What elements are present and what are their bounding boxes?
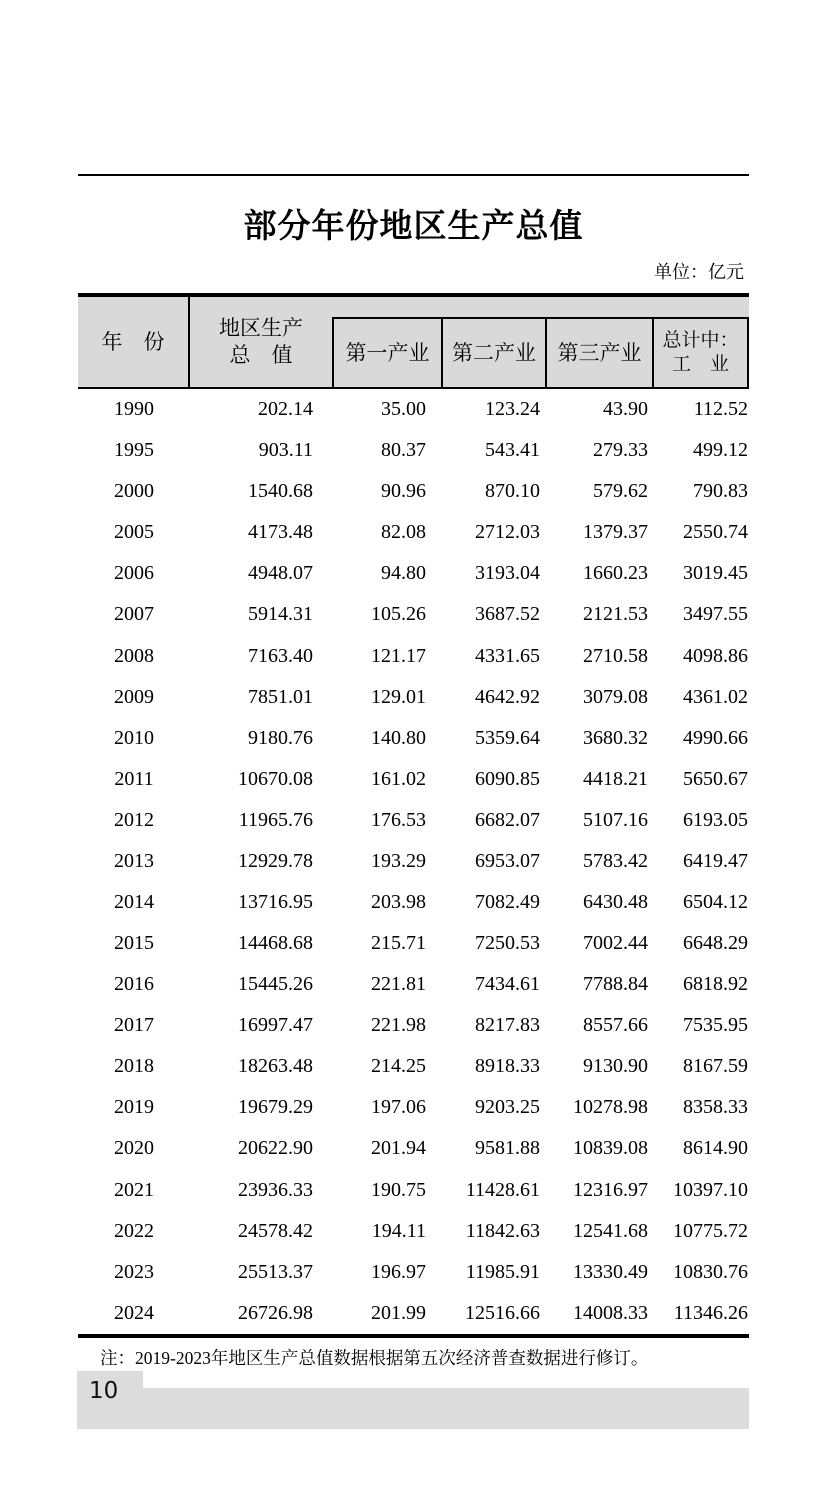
value-cell: 279.33 (593, 439, 648, 462)
value-cell: 12541.68 (573, 1219, 648, 1242)
value-cell: 5783.42 (583, 849, 648, 872)
table-row (78, 1169, 749, 1210)
value-cell: 161.02 (371, 767, 426, 790)
value-cell: 123.24 (485, 398, 540, 421)
table-row (78, 553, 749, 594)
value-cell: 1379.37 (583, 521, 648, 544)
value-cell: 196.97 (371, 1260, 426, 1283)
page-title: 部分年份地区生产总值 (243, 209, 584, 245)
value-cell: 82.08 (381, 521, 426, 544)
value-cell: 6818.92 (683, 973, 748, 996)
value-cell: 203.98 (371, 890, 426, 913)
value-cell: 4331.65 (475, 644, 540, 667)
unit-label: 单位：亿元 (654, 262, 744, 282)
header-industry-of-total (652, 317, 749, 387)
year-cell: 2017 (114, 1014, 154, 1037)
table-row (78, 1293, 749, 1334)
value-cell: 20622.90 (238, 1137, 313, 1160)
header-industry-line2: 工 业 (671, 354, 729, 375)
value-cell: 19679.29 (238, 1096, 313, 1119)
value-cell: 3193.04 (475, 562, 540, 585)
header-gdp-line1: 地区生产 (219, 316, 303, 340)
value-cell: 11985.91 (465, 1260, 540, 1283)
value-cell: 201.94 (371, 1137, 426, 1160)
table-header-row (78, 293, 749, 389)
table-row (78, 718, 749, 759)
year-cell: 2009 (114, 685, 154, 708)
value-cell: 10397.10 (673, 1178, 748, 1201)
value-cell: 43.90 (603, 398, 648, 421)
table-footnote: 注：2019-2023年地区生产总值数据根据第五次经济普查数据进行修订。 (100, 1348, 649, 1368)
value-cell: 35.00 (381, 398, 426, 421)
value-cell: 8918.33 (475, 1055, 540, 1078)
value-cell: 4642.92 (475, 685, 540, 708)
value-cell: 23936.33 (238, 1178, 313, 1201)
year-cell: 2023 (114, 1260, 154, 1283)
value-cell: 80.37 (381, 439, 426, 462)
year-cell: 1990 (114, 398, 154, 421)
value-cell: 4990.66 (683, 726, 748, 749)
value-cell: 3019.45 (683, 562, 748, 585)
value-cell: 11965.76 (238, 808, 313, 831)
value-cell: 1540.68 (248, 480, 313, 503)
value-cell: 9581.88 (475, 1137, 540, 1160)
value-cell: 7250.53 (475, 932, 540, 955)
value-cell: 6090.85 (475, 767, 540, 790)
table-row (78, 1087, 749, 1128)
value-cell: 7002.44 (583, 932, 648, 955)
value-cell: 13716.95 (238, 890, 313, 913)
value-cell: 8217.83 (475, 1014, 540, 1037)
value-cell: 10830.76 (673, 1260, 748, 1283)
year-cell: 1995 (114, 439, 154, 462)
value-cell: 499.12 (693, 439, 748, 462)
year-cell: 2000 (114, 480, 154, 503)
year-cell: 2022 (114, 1219, 154, 1242)
table-row (78, 1211, 749, 1252)
year-cell: 2013 (114, 849, 154, 872)
year-cell: 2014 (114, 890, 154, 913)
header-tertiary-industry: 第三产业 (545, 317, 652, 387)
value-cell: 4098.86 (683, 644, 748, 667)
footer-gray-band (77, 1388, 749, 1429)
value-cell: 25513.37 (238, 1260, 313, 1283)
value-cell: 193.29 (371, 849, 426, 872)
value-cell: 2710.58 (583, 644, 648, 667)
value-cell: 24578.42 (238, 1219, 313, 1242)
header-gdp-line2: 总 值 (229, 343, 293, 367)
table-row (78, 882, 749, 923)
year-cell: 2021 (114, 1178, 154, 1201)
table-row (78, 430, 749, 471)
year-cell: 2016 (114, 973, 154, 996)
value-cell: 8167.59 (683, 1055, 748, 1078)
table-row (78, 923, 749, 964)
value-cell: 214.25 (371, 1055, 426, 1078)
table-row (78, 1005, 749, 1046)
value-cell: 11842.63 (465, 1219, 540, 1242)
value-cell: 7851.01 (248, 685, 313, 708)
value-cell: 579.62 (593, 480, 648, 503)
value-cell: 6682.07 (475, 808, 540, 831)
value-cell: 201.99 (371, 1301, 426, 1324)
value-cell: 3680.32 (583, 726, 648, 749)
value-cell: 221.81 (371, 973, 426, 996)
value-cell: 9203.25 (475, 1096, 540, 1119)
value-cell: 10278.98 (573, 1096, 648, 1119)
value-cell: 2550.74 (683, 521, 748, 544)
value-cell: 5914.31 (248, 603, 313, 626)
year-cell: 2006 (114, 562, 154, 585)
value-cell: 190.75 (371, 1178, 426, 1201)
value-cell: 7788.84 (583, 973, 648, 996)
value-cell: 10670.08 (238, 767, 313, 790)
value-cell: 105.26 (371, 603, 426, 626)
value-cell: 4173.48 (248, 521, 313, 544)
table-row (78, 635, 749, 676)
value-cell: 5359.64 (475, 726, 540, 749)
value-cell: 5650.67 (683, 767, 748, 790)
value-cell: 176.53 (371, 808, 426, 831)
value-cell: 129.01 (371, 685, 426, 708)
value-cell: 14008.33 (573, 1301, 648, 1324)
value-cell: 112.52 (693, 398, 748, 421)
value-cell: 8557.66 (583, 1014, 648, 1037)
table-row (78, 389, 749, 430)
value-cell: 6419.47 (683, 849, 748, 872)
year-cell: 2020 (114, 1137, 154, 1160)
value-cell: 3079.08 (583, 685, 648, 708)
value-cell: 10839.08 (573, 1137, 648, 1160)
value-cell: 197.06 (371, 1096, 426, 1119)
value-cell: 1660.23 (583, 562, 648, 585)
value-cell: 4361.02 (683, 685, 748, 708)
value-cell: 790.83 (693, 480, 748, 503)
value-cell: 3687.52 (475, 603, 540, 626)
value-cell: 4418.21 (583, 767, 648, 790)
value-cell: 903.11 (258, 439, 313, 462)
year-cell: 2012 (114, 808, 154, 831)
table-row (78, 1046, 749, 1087)
value-cell: 8614.90 (683, 1137, 748, 1160)
value-cell: 12316.97 (573, 1178, 648, 1201)
year-cell: 2018 (114, 1055, 154, 1078)
table-row (78, 964, 749, 1005)
value-cell: 7535.95 (683, 1014, 748, 1037)
table-row (78, 759, 749, 800)
year-cell: 2007 (114, 603, 154, 626)
value-cell: 215.71 (371, 932, 426, 955)
value-cell: 6193.05 (683, 808, 748, 831)
value-cell: 6504.12 (683, 890, 748, 913)
table-row (78, 677, 749, 718)
value-cell: 16997.47 (238, 1014, 313, 1037)
year-cell: 2015 (114, 932, 154, 955)
table-row (78, 471, 749, 512)
value-cell: 8358.33 (683, 1096, 748, 1119)
value-cell: 7163.40 (248, 644, 313, 667)
value-cell: 10775.72 (673, 1219, 748, 1242)
value-cell: 2121.53 (583, 603, 648, 626)
year-cell: 2008 (114, 644, 154, 667)
value-cell: 26726.98 (238, 1301, 313, 1324)
gdp-table (78, 293, 749, 1338)
value-cell: 9180.76 (248, 726, 313, 749)
header-year: 年 份 (78, 297, 190, 387)
value-cell: 90.96 (381, 480, 426, 503)
value-cell: 12516.66 (465, 1301, 540, 1324)
year-cell: 2019 (114, 1096, 154, 1119)
value-cell: 6648.29 (683, 932, 748, 955)
page-number-block (77, 1371, 143, 1429)
year-cell: 2010 (114, 726, 154, 749)
value-cell: 140.80 (371, 726, 426, 749)
value-cell: 543.41 (485, 439, 540, 462)
value-cell: 221.98 (371, 1014, 426, 1037)
table-row (78, 800, 749, 841)
value-cell: 11346.26 (673, 1301, 748, 1324)
table-body (78, 389, 749, 1338)
page-number: 10 (89, 1378, 119, 1404)
table-row (78, 841, 749, 882)
header-primary-industry: 第一产业 (332, 317, 441, 387)
value-cell: 14468.68 (238, 932, 313, 955)
value-cell: 3497.55 (683, 603, 748, 626)
table-row (78, 594, 749, 635)
value-cell: 6430.48 (583, 890, 648, 913)
value-cell: 202.14 (258, 398, 313, 421)
year-cell: 2024 (114, 1301, 154, 1324)
value-cell: 6953.07 (475, 849, 540, 872)
value-cell: 7434.61 (475, 973, 540, 996)
value-cell: 11428.61 (465, 1178, 540, 1201)
value-cell: 5107.16 (583, 808, 648, 831)
year-cell: 2011 (114, 767, 154, 790)
table-row (78, 512, 749, 553)
value-cell: 13330.49 (573, 1260, 648, 1283)
value-cell: 94.80 (381, 562, 426, 585)
value-cell: 2712.03 (475, 521, 540, 544)
value-cell: 12929.78 (238, 849, 313, 872)
header-gdp (190, 297, 332, 387)
header-industry-line1: 总计中： (662, 330, 739, 351)
table-row (78, 1252, 749, 1293)
table-row (78, 1128, 749, 1169)
value-cell: 4948.07 (248, 562, 313, 585)
value-cell: 870.10 (485, 480, 540, 503)
value-cell: 15445.26 (238, 973, 313, 996)
value-cell: 121.17 (371, 644, 426, 667)
value-cell: 7082.49 (475, 890, 540, 913)
year-cell: 2005 (114, 521, 154, 544)
header-secondary-industry: 第二产业 (441, 317, 545, 387)
value-cell: 9130.90 (583, 1055, 648, 1078)
top-rule (78, 174, 749, 176)
value-cell: 194.11 (371, 1219, 426, 1242)
value-cell: 18263.48 (238, 1055, 313, 1078)
